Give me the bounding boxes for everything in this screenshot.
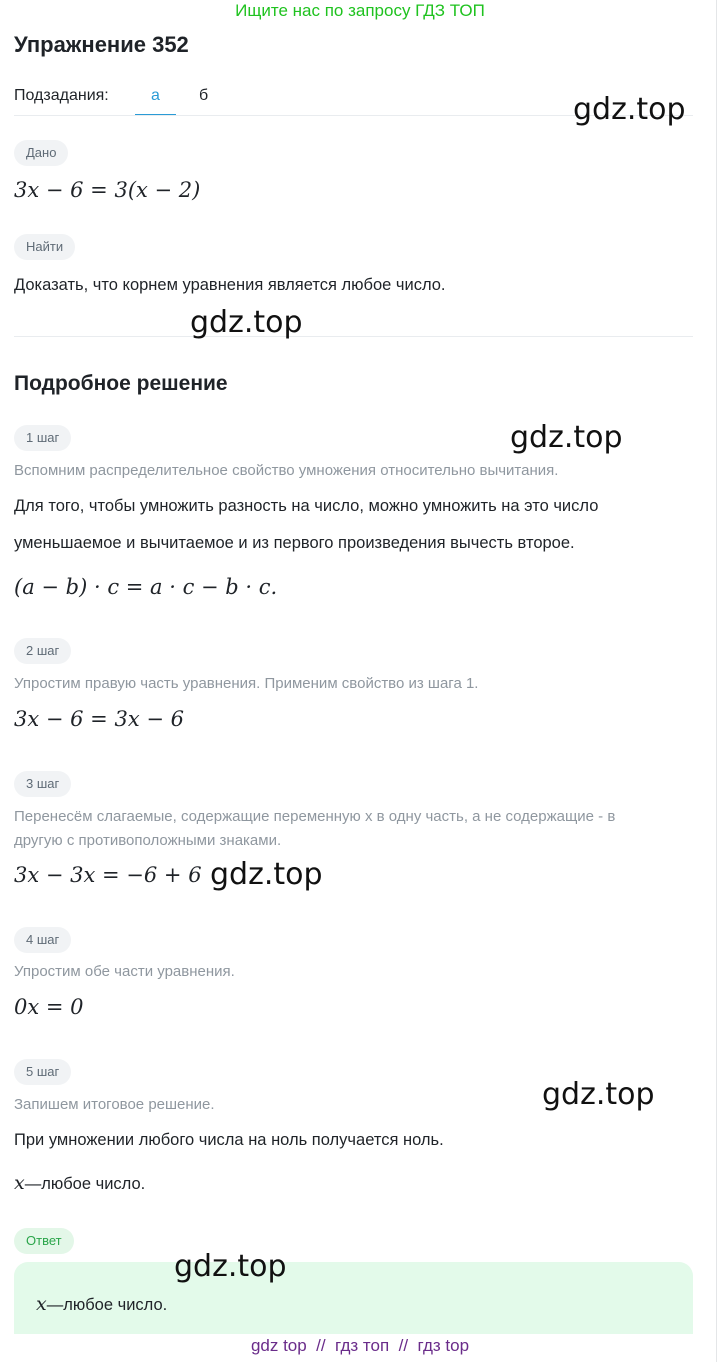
tab-b[interactable]: б [199, 87, 209, 104]
step-1-text-line-2: уменьшаемое и вычитаемое и из первого произведения вычесть второе. [14, 534, 575, 552]
find-chip: Найти [14, 234, 75, 260]
watermark: gdz.top [174, 1249, 287, 1284]
step-2-expression: 3x − 6 = 3x − 6 [14, 707, 184, 731]
answer-box [14, 1262, 693, 1334]
step-2-chip: 2 шаг [14, 638, 71, 664]
find-text: Доказать, что корнем уравнения является любое число. [14, 276, 446, 294]
step-1-expression: (a − b) · c = a · c − b · c. [14, 575, 278, 599]
step-5-result-text: —любое число. [24, 1175, 146, 1193]
step-4-chip: 4 шаг [14, 927, 71, 953]
step-5-result-variable: x [14, 1172, 25, 1194]
step-3-hint-line-1: Перенесём слагаемые, содержащие переменную x в одну часть, а не содержащие - в [14, 808, 616, 825]
section-divider [14, 336, 693, 337]
answer-content [36, 1293, 167, 1315]
step-2-hint: Упростим правую часть уравнения. Применим свойство из шага 1. [14, 675, 479, 692]
solution-title: Подробное решение [14, 372, 228, 395]
scrollbar-track[interactable] [716, 0, 717, 1362]
step-5-text: При умножении любого числа на ноль получается ноль. [14, 1131, 444, 1149]
answer-variable: x [36, 1293, 47, 1315]
step-1-hint: Вспомним распределительное свойство умножения относительно вычитания. [14, 462, 559, 479]
step-1-chip: 1 шаг [14, 425, 71, 451]
tab-a[interactable]: а [151, 87, 160, 104]
watermark: gdz.top [190, 305, 303, 340]
watermark: gdz.top [573, 92, 686, 127]
answer-chip: Ответ [14, 1228, 74, 1254]
step-3-expression: 3x − 3x = −6 + 6 [14, 863, 202, 887]
answer-text: —любое число. [46, 1296, 168, 1314]
step-3-hint-line-2: другую с противоположными знаками. [14, 832, 282, 849]
watermark: gdz.top [510, 420, 623, 455]
given-chip: Дано [14, 140, 68, 166]
step-5-hint: Запишем итоговое решение. [14, 1096, 215, 1113]
step-5-result [14, 1172, 145, 1194]
step-4-hint: Упростим обе части уравнения. [14, 963, 235, 980]
watermark: gdz.top [210, 857, 323, 892]
step-5-chip: 5 шаг [14, 1059, 71, 1085]
watermark: gdz.top [542, 1077, 655, 1112]
page-title: Упражнение 352 [14, 32, 189, 57]
footer-links[interactable]: gdz top // гдз топ // гдз top [250, 1336, 470, 1355]
given-expression: 3x − 6 = 3(x − 2) [14, 178, 201, 202]
step-3-chip: 3 шаг [14, 771, 71, 797]
step-1-text-line-1: Для того, чтобы умножить разность на число, можно умножить на это число [14, 497, 599, 515]
subtasks-label: Подзадания: [14, 87, 109, 104]
step-4-expression: 0x = 0 [14, 995, 84, 1019]
search-banner: Ищите нас по запросу ГДЗ ТОП [235, 1, 485, 20]
